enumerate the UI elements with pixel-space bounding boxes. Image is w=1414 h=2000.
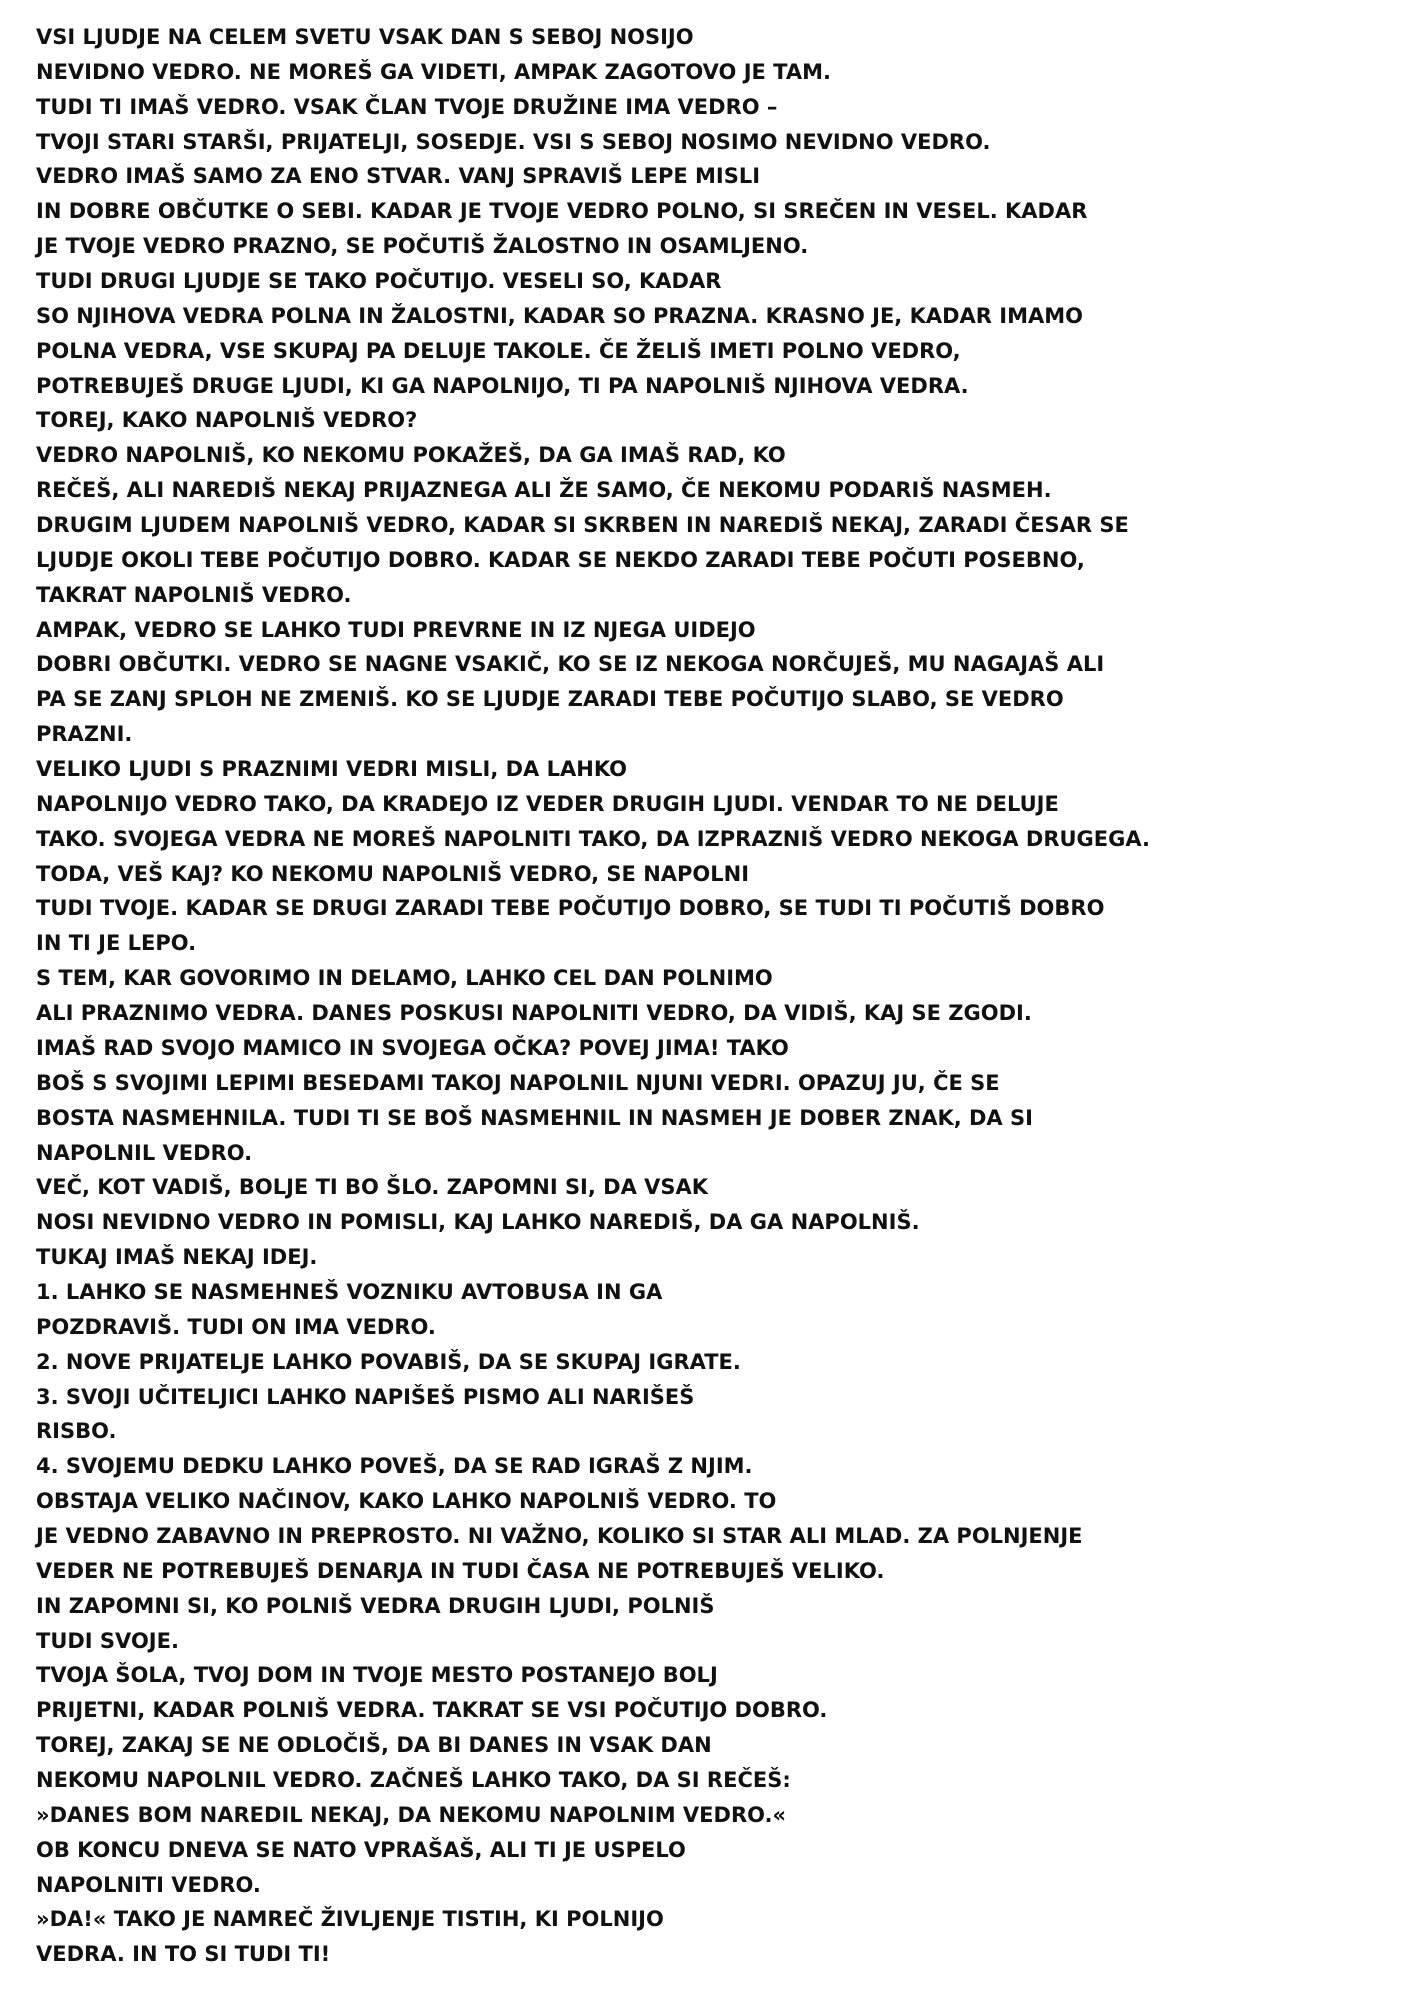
text-line: NAPOLNIL VEDRO. — [36, 1140, 253, 1165]
text-line: PRAZNI. — [36, 722, 133, 747]
text-line: TUDI DRUGI LJUDJE SE TAKO POČUTIJO. VESELI SO, KADAR — [36, 269, 722, 294]
text-line: BOŠ S SVOJIMI LEPIMI BESEDAMI TAKOJ NAPOLNIL NJUNI VEDRI. OPAZUJ JU, ČE SE — [36, 1070, 1000, 1095]
text-line: REČEŠ, ALI NAREDIŠ NEKAJ PRIJAZNEGA ALI ŽE SAMO, ČE NEKOMU PODARIŠ NASMEH. — [36, 478, 1052, 503]
text-line: BOSTA NASMEHNILA. TUDI TI SE BOŠ NASMEHNIL IN NASMEH JE DOBER ZNAK, DA SI — [36, 1105, 1033, 1130]
text-line: TOREJ, ZAKAJ SE NE ODLOČIŠ, DA BI DANES IN VSAK DAN — [36, 1733, 712, 1758]
text-line: TUKAJ IMAŠ NEKAJ IDEJ. — [36, 1245, 318, 1270]
text-line: TVOJA ŠOLA, TVOJ DOM IN TVOJE MESTO POSTANEJO BOLJ — [36, 1663, 718, 1688]
text-line: PRIJETNI, KADAR POLNIŠ VEDRA. TAKRAT SE VSI POČUTIJO DOBRO. — [36, 1698, 828, 1723]
text-line: 1. LAHKO SE NASMEHNEŠ VOZNIKU AVTOBUSA IN GA — [36, 1279, 663, 1304]
text-line: S TEM, KAR GOVORIMO IN DELAMO, LAHKO CEL DAN POLNIMO — [36, 966, 773, 991]
text-line: VEDRA. IN TO SI TUDI TI! — [36, 1942, 331, 1967]
text-line: OBSTAJA VELIKO NAČINOV, KAKO LAHKO NAPOLNIŠ VEDRO. TO — [36, 1489, 777, 1514]
text-line: 2. NOVE PRIJATELJE LAHKO POVABIŠ, DA SE SKUPAJ IGRATE. — [36, 1349, 741, 1374]
text-line: RISBO. — [36, 1419, 117, 1444]
text-line: IN TI JE LEPO. — [36, 931, 197, 956]
body-text — [36, 20, 1414, 1972]
text-line: IMAŠ RAD SVOJO MAMICO IN SVOJEGA OČKA? POVEJ JIMA! TAKO — [36, 1035, 789, 1060]
text-line: TODA, VEŠ KAJ? KO NEKOMU NAPOLNIŠ VEDRO, SE NAPOLNI — [36, 861, 750, 886]
text-line: IN DOBRE OBČUTKE O SEBI. KADAR JE TVOJE VEDRO POLNO, SI SREČEN IN VESEL. KADAR — [36, 199, 1088, 224]
text-line: NEVIDNO VEDRO. NE MOREŠ GA VIDETI, AMPAK ZAGOTOVO JE TAM. — [36, 59, 832, 84]
text-line: POZDRAVIŠ. TUDI ON IMA VEDRO. — [36, 1314, 436, 1339]
text-line: »DANES BOM NAREDIL NEKAJ, DA NEKOMU NAPOLNIM VEDRO.« — [36, 1802, 787, 1827]
text-line: TOREJ, KAKO NAPOLNIŠ VEDRO? — [36, 408, 418, 433]
text-line: TAKO. SVOJEGA VEDRA NE MOREŠ NAPOLNITI TAKO, DA IZPRAZNIŠ VEDRO NEKOGA DRUGEGA. — [36, 826, 1150, 851]
text-line: VEDRO IMAŠ SAMO ZA ENO STVAR. VANJ SPRAVIŠ LEPE MISLI — [36, 164, 761, 189]
text-line: POTREBUJEŠ DRUGE LJUDI, KI GA NAPOLNIJO, TI PA NAPOLNIŠ NJIHOVA VEDRA. — [36, 373, 969, 398]
text-line: PA SE ZANJ SPLOH NE ZMENIŠ. KO SE LJUDJE ZARADI TEBE POČUTIJO SLABO, SE VEDRO — [36, 687, 1064, 712]
text-line: TUDI TVOJE. KADAR SE DRUGI ZARADI TEBE POČUTIJO DOBRO, SE TUDI TI POČUTIŠ DOBRO — [36, 896, 1105, 921]
text-line: »DA!« TAKO JE NAMREČ ŽIVLJENJE TISTIH, KI POLNIJO — [36, 1907, 664, 1932]
text-line: DRUGIM LJUDEM NAPOLNIŠ VEDRO, KADAR SI SKRBEN IN NAREDIŠ NEKAJ, ZARADI ČESAR SE — [36, 513, 1129, 538]
text-line: VEČ, KOT VADIŠ, BOLJE TI BO ŠLO. ZAPOMNI SI, DA VSAK — [36, 1175, 709, 1200]
text-line: TUDI TI IMAŠ VEDRO. VSAK ČLAN TVOJE DRUŽINE IMA VEDRO – — [36, 94, 778, 119]
text-line: 3. SVOJI UČITELJICI LAHKO NAPIŠEŠ PISMO ALI NARIŠEŠ — [36, 1384, 695, 1409]
text-line: TVOJI STARI STARŠI, PRIJATELJI, SOSEDJE. VSI S SEBOJ NOSIMO NEVIDNO VEDRO. — [36, 129, 991, 154]
text-line: TAKRAT NAPOLNIŠ VEDRO. — [36, 582, 352, 607]
text-line: POLNA VEDRA, VSE SKUPAJ PA DELUJE TAKOLE. ČE ŽELIŠ IMETI POLNO VEDRO, — [36, 338, 961, 363]
text-line: JE VEDNO ZABAVNO IN PREPROSTO. NI VAŽNO, KOLIKO SI STAR ALI MLAD. ZA POLNJENJE — [36, 1523, 1083, 1548]
text-line: NOSI NEVIDNO VEDRO IN POMISLI, KAJ LAHKO NAREDIŠ, DA GA NAPOLNIŠ. — [36, 1210, 920, 1235]
text-line: ALI PRAZNIMO VEDRA. DANES POSKUSI NAPOLNITI VEDRO, DA VIDIŠ, KAJ SE ZGODI. — [36, 1001, 1032, 1026]
text-line: 4. SVOJEMU DEDKU LAHKO POVEŠ, DA SE RAD IGRAŠ Z NJIM. — [36, 1454, 753, 1479]
text-line: VSI LJUDJE NA CELEM SVETU VSAK DAN S SEBOJ NOSIJO — [36, 25, 694, 49]
text-line: DOBRI OBČUTKI. VEDRO SE NAGNE VSAKIČ, KO SE IZ NEKOGA NORČUJEŠ, MU NAGAJAŠ ALI — [36, 652, 1105, 677]
text-line: VELIKO LJUDI S PRAZNIMI VEDRI MISLI, DA LAHKO — [36, 757, 628, 782]
text-line: OB KONCU DNEVA SE NATO VPRAŠAŠ, ALI TI JE USPELO — [36, 1837, 686, 1862]
text-line: LJUDJE OKOLI TEBE POČUTIJO DOBRO. KADAR SE NEKDO ZARADI TEBE POČUTI POSEBNO, — [36, 547, 1085, 572]
text-line: VEDER NE POTREBUJEŠ DENARJA IN TUDI ČASA NE POTREBUJEŠ VELIKO. — [36, 1558, 885, 1583]
text-line: NAPOLNIJO VEDRO TAKO, DA KRADEJO IZ VEDER DRUGIH LJUDI. VENDAR TO NE DELUJE — [36, 791, 1059, 816]
text-line: AMPAK, VEDRO SE LAHKO TUDI PREVRNE IN IZ NJEGA UIDEJO — [36, 617, 756, 642]
text-line: SO NJIHOVA VEDRA POLNA IN ŽALOSTNI, KADAR SO PRAZNA. KRASNO JE, KADAR IMAMO — [36, 303, 1083, 328]
text-line: IN ZAPOMNI SI, KO POLNIŠ VEDRA DRUGIH LJUDI, POLNIŠ — [36, 1593, 715, 1618]
text-line: TUDI SVOJE. — [36, 1628, 179, 1653]
text-line: JE TVOJE VEDRO PRAZNO, SE POČUTIŠ ŽALOSTNO IN OSAMLJENO. — [36, 234, 809, 259]
text-line: NAPOLNITI VEDRO. — [36, 1872, 261, 1897]
text-line: VEDRO NAPOLNIŠ, KO NEKOMU POKAŽEŠ, DA GA IMAŠ RAD, KO — [36, 443, 786, 468]
text-line: NEKOMU NAPOLNIL VEDRO. ZAČNEŠ LAHKO TAKO, DA SI REČEŠ: — [36, 1767, 791, 1792]
